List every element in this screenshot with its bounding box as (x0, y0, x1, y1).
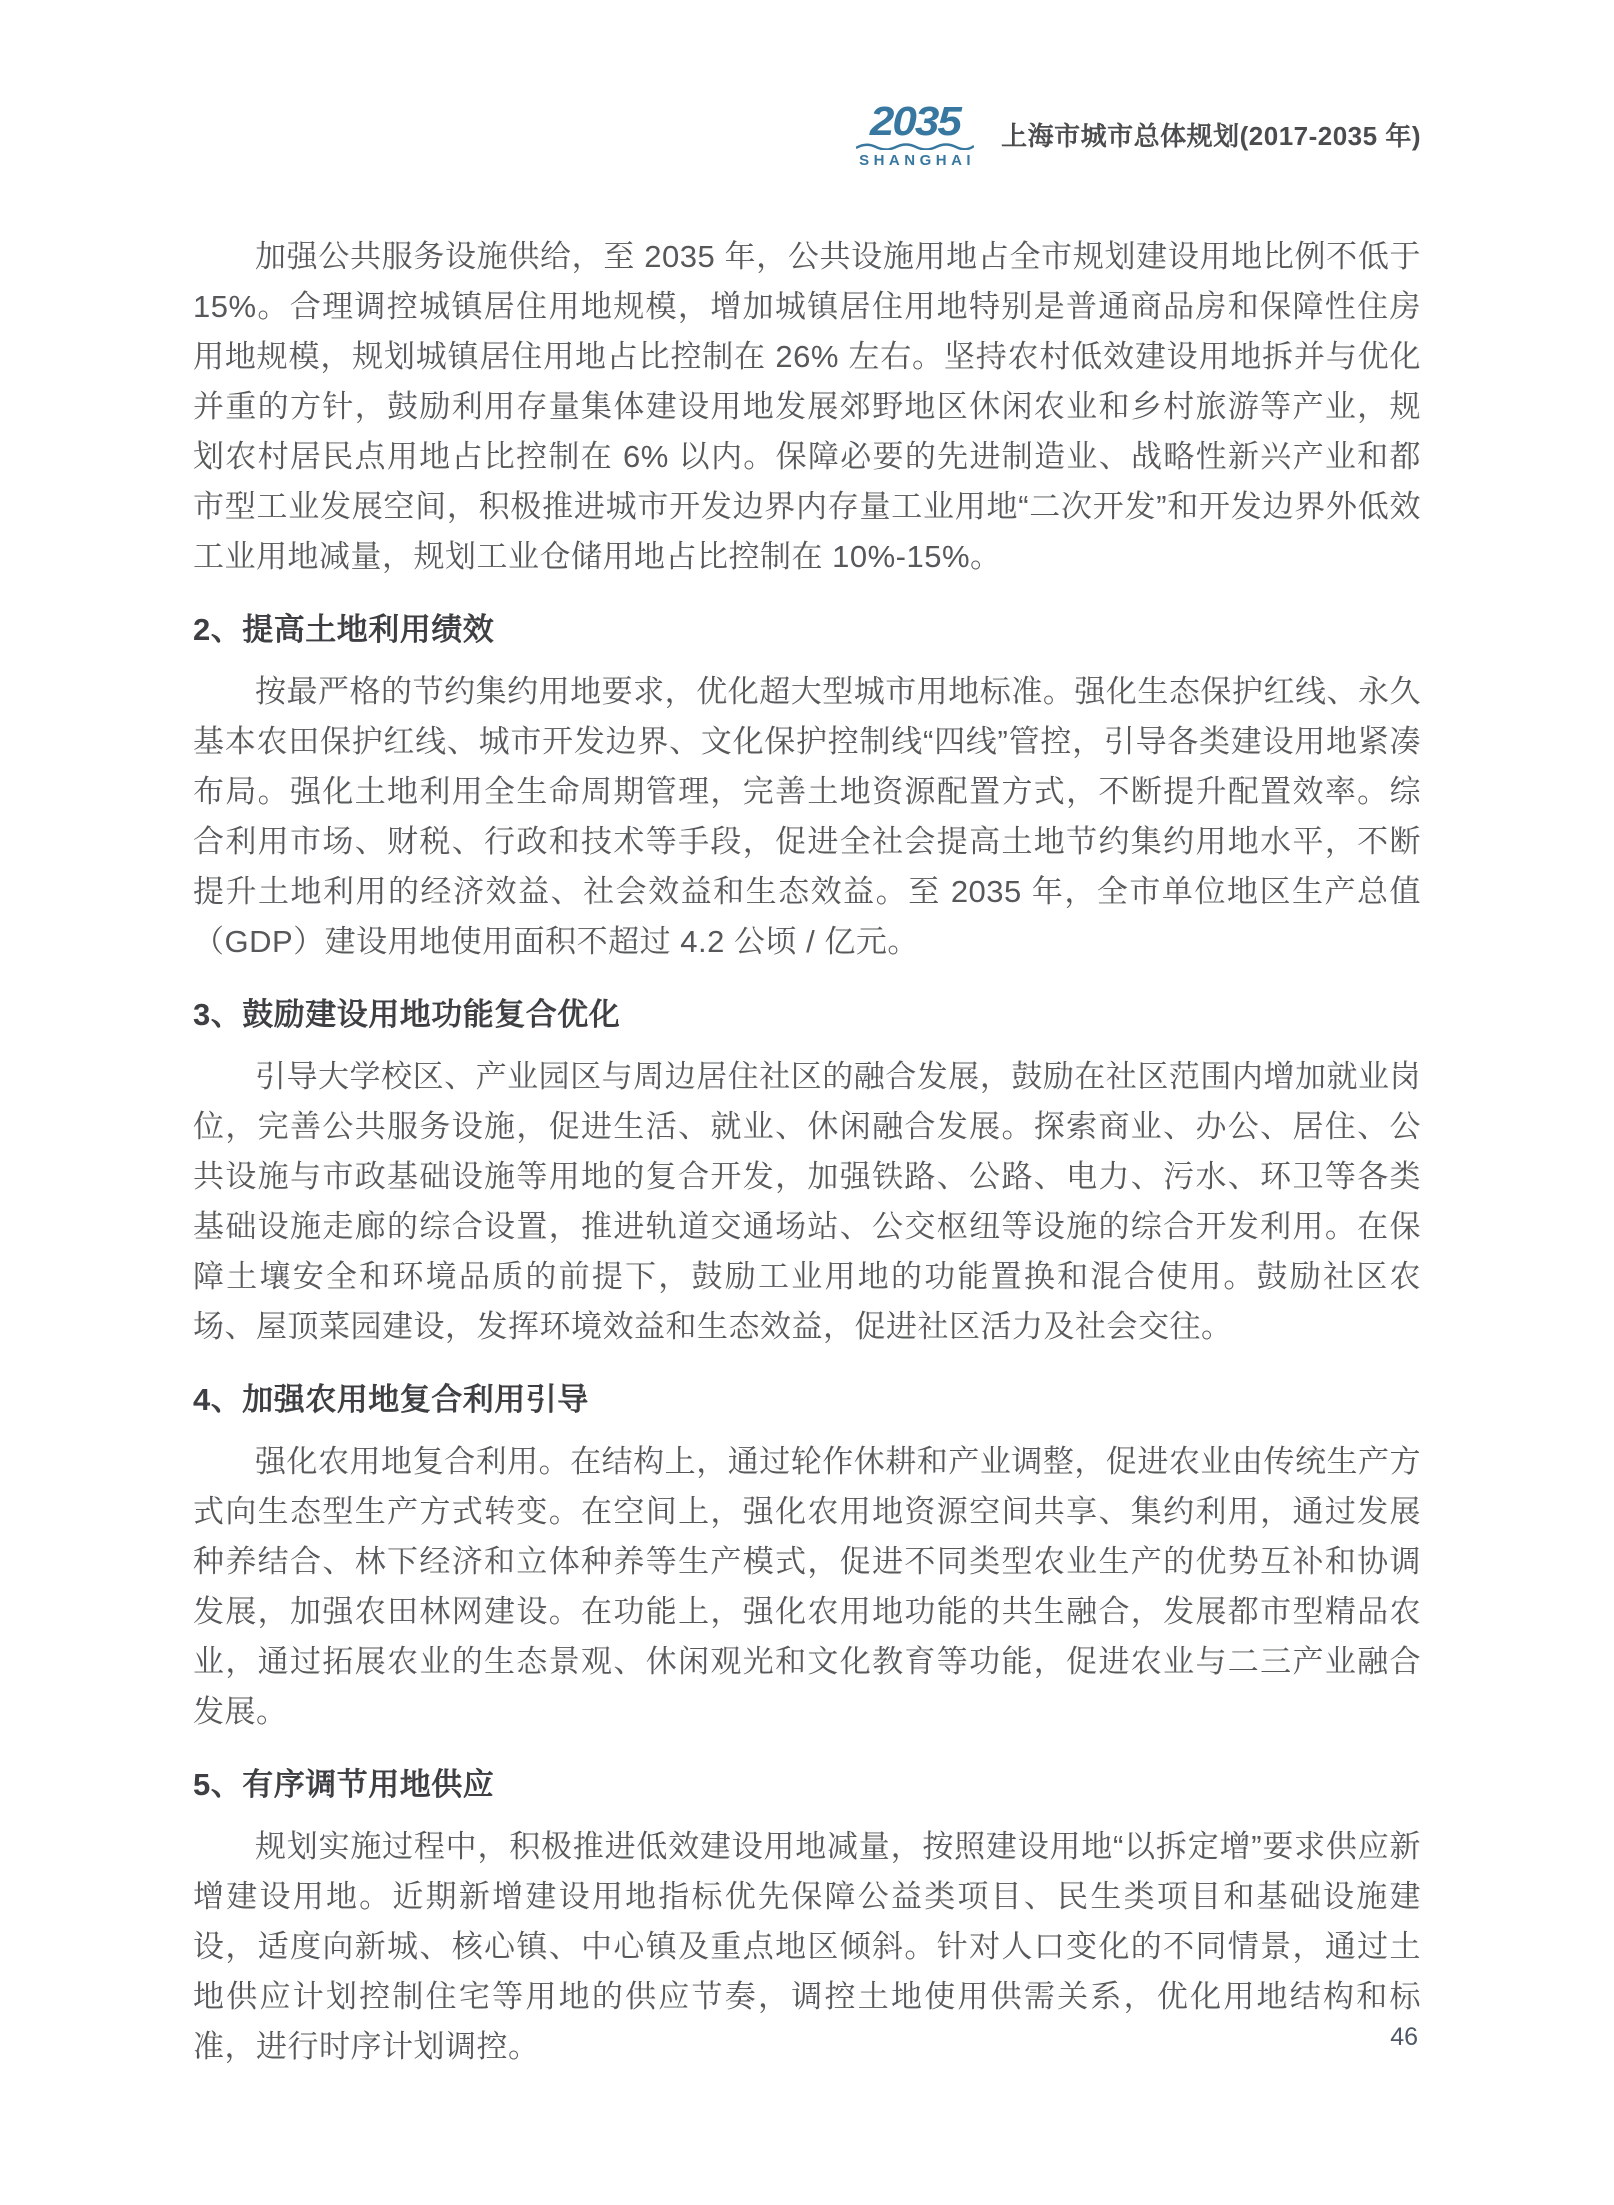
paragraph: 加强公共服务设施供给，至 2035 年，公共设施用地占全市规划建设用地比例不低于 15%。合理调控城镇居住用地规模，增加城镇居住用地特别是普通商品房和保障性住房用地规模，规划城镇居住用地占比控制在 26% 左右。坚持农村低效建设用地拆并与优化并重的方针，鼓励利用存量集体建设用地发展郊野地区休闲农业和乡村旅游等产业，规划农村居民点用地占比控制在 6% 以内。保障必要的先进制造业、战略性新兴产业和都市型工业发展空间，积极推进城市开发边界内存量工业用地“二次开发”和开发边界外低效工业用地减量，规划工业仓储用地占比控制在 10%-15%。 (193, 239, 1421, 574)
section-3 (193, 995, 1421, 1352)
shanghai-2035-logo (855, 100, 976, 168)
paragraph: 引导大学校区、产业园区与周边居住社区的融合发展，鼓励在社区范围内增加就业岗位，完善公共服务设施，促进生活、就业、休闲融合发展。探索商业、办公、居住、公共设施与市政基础设施等用地的复合开发，加强铁路、公路、电力、污水、环卫等各类基础设施走廊的综合设置，推进轨道交通场站、公交枢纽等设施的综合开发利用。在保障土壤安全和环境品质的前提下，鼓励工业用地的功能置换和混合使用。鼓励社区农场、屋顶菜园建设，发挥环境效益和生态效益，促进社区活力及社会交往。 (193, 1059, 1421, 1344)
section-heading: 2、提高土地利用绩效 (193, 612, 495, 647)
document-body (193, 232, 1421, 2072)
section-1 (193, 232, 1421, 582)
section-5 (193, 1765, 1421, 2072)
document-title: 上海市城市总体规划(2017-2035 年) (1001, 120, 1421, 151)
page-number: 46 (1390, 2023, 1418, 2051)
section-heading: 4、加强农用地复合利用引导 (193, 1382, 589, 1417)
paragraph: 规划实施过程中，积极推进低效建设用地减量，按照建设用地“以拆定增”要求供应新增建设用地。近期新增建设用地指标优先保障公益类项目、民生类项目和基础设施建设，适度向新城、核心镇、中心镇及重点地区倾斜。针对人口变化的不同情景，通过土地供应计划控制住宅等用地的供应节奏，调控土地使用供需关系，优化用地结构和标准，进行时序计划调控。 (193, 1829, 1421, 2064)
logo-year-text: 2035 (869, 99, 960, 145)
section-heading: 5、有序调节用地供应 (193, 1767, 495, 1802)
logo-city-text: SHANGHAI (859, 152, 976, 169)
section-2 (193, 610, 1421, 967)
paragraph: 按最严格的节约集约用地要求，优化超大型城市用地标准。强化生态保护红线、永久基本农田保护红线、城市开发边界、文化保护控制线“四线”管控，引导各类建设用地紧凑布局。强化土地利用全生命周期管理，完善土地资源配置方式，不断提升配置效率。综合利用市场、财税、行政和技术等手段，促进全社会提高土地节约集约用地水平，不断提升土地利用的经济效益、社会效益和生态效益。至 2035 年，全市单位地区生产总值（GDP）建设用地使用面积不超过 4.2 公顷 / 亿元。 (193, 674, 1421, 959)
section-4 (193, 1380, 1421, 1737)
section-heading: 3、鼓励建设用地功能复合优化 (193, 997, 621, 1032)
page-header (855, 100, 1421, 168)
paragraph: 强化农用地复合利用。在结构上，通过轮作休耕和产业调整，促进农业由传统生产方式向生态型生产方式转变。在空间上，强化农用地资源空间共享、集约利用，通过发展种养结合、林下经济和立体种养等生产模式，促进不同类型农业生产的优势互补和协调发展，加强农田林网建设。在功能上，强化农用地功能的共生融合，发展都市型精品农业，通过拓展农业的生态景观、休闲观光和文化教育等功能，促进农业与二三产业融合发展。 (193, 1444, 1421, 1729)
